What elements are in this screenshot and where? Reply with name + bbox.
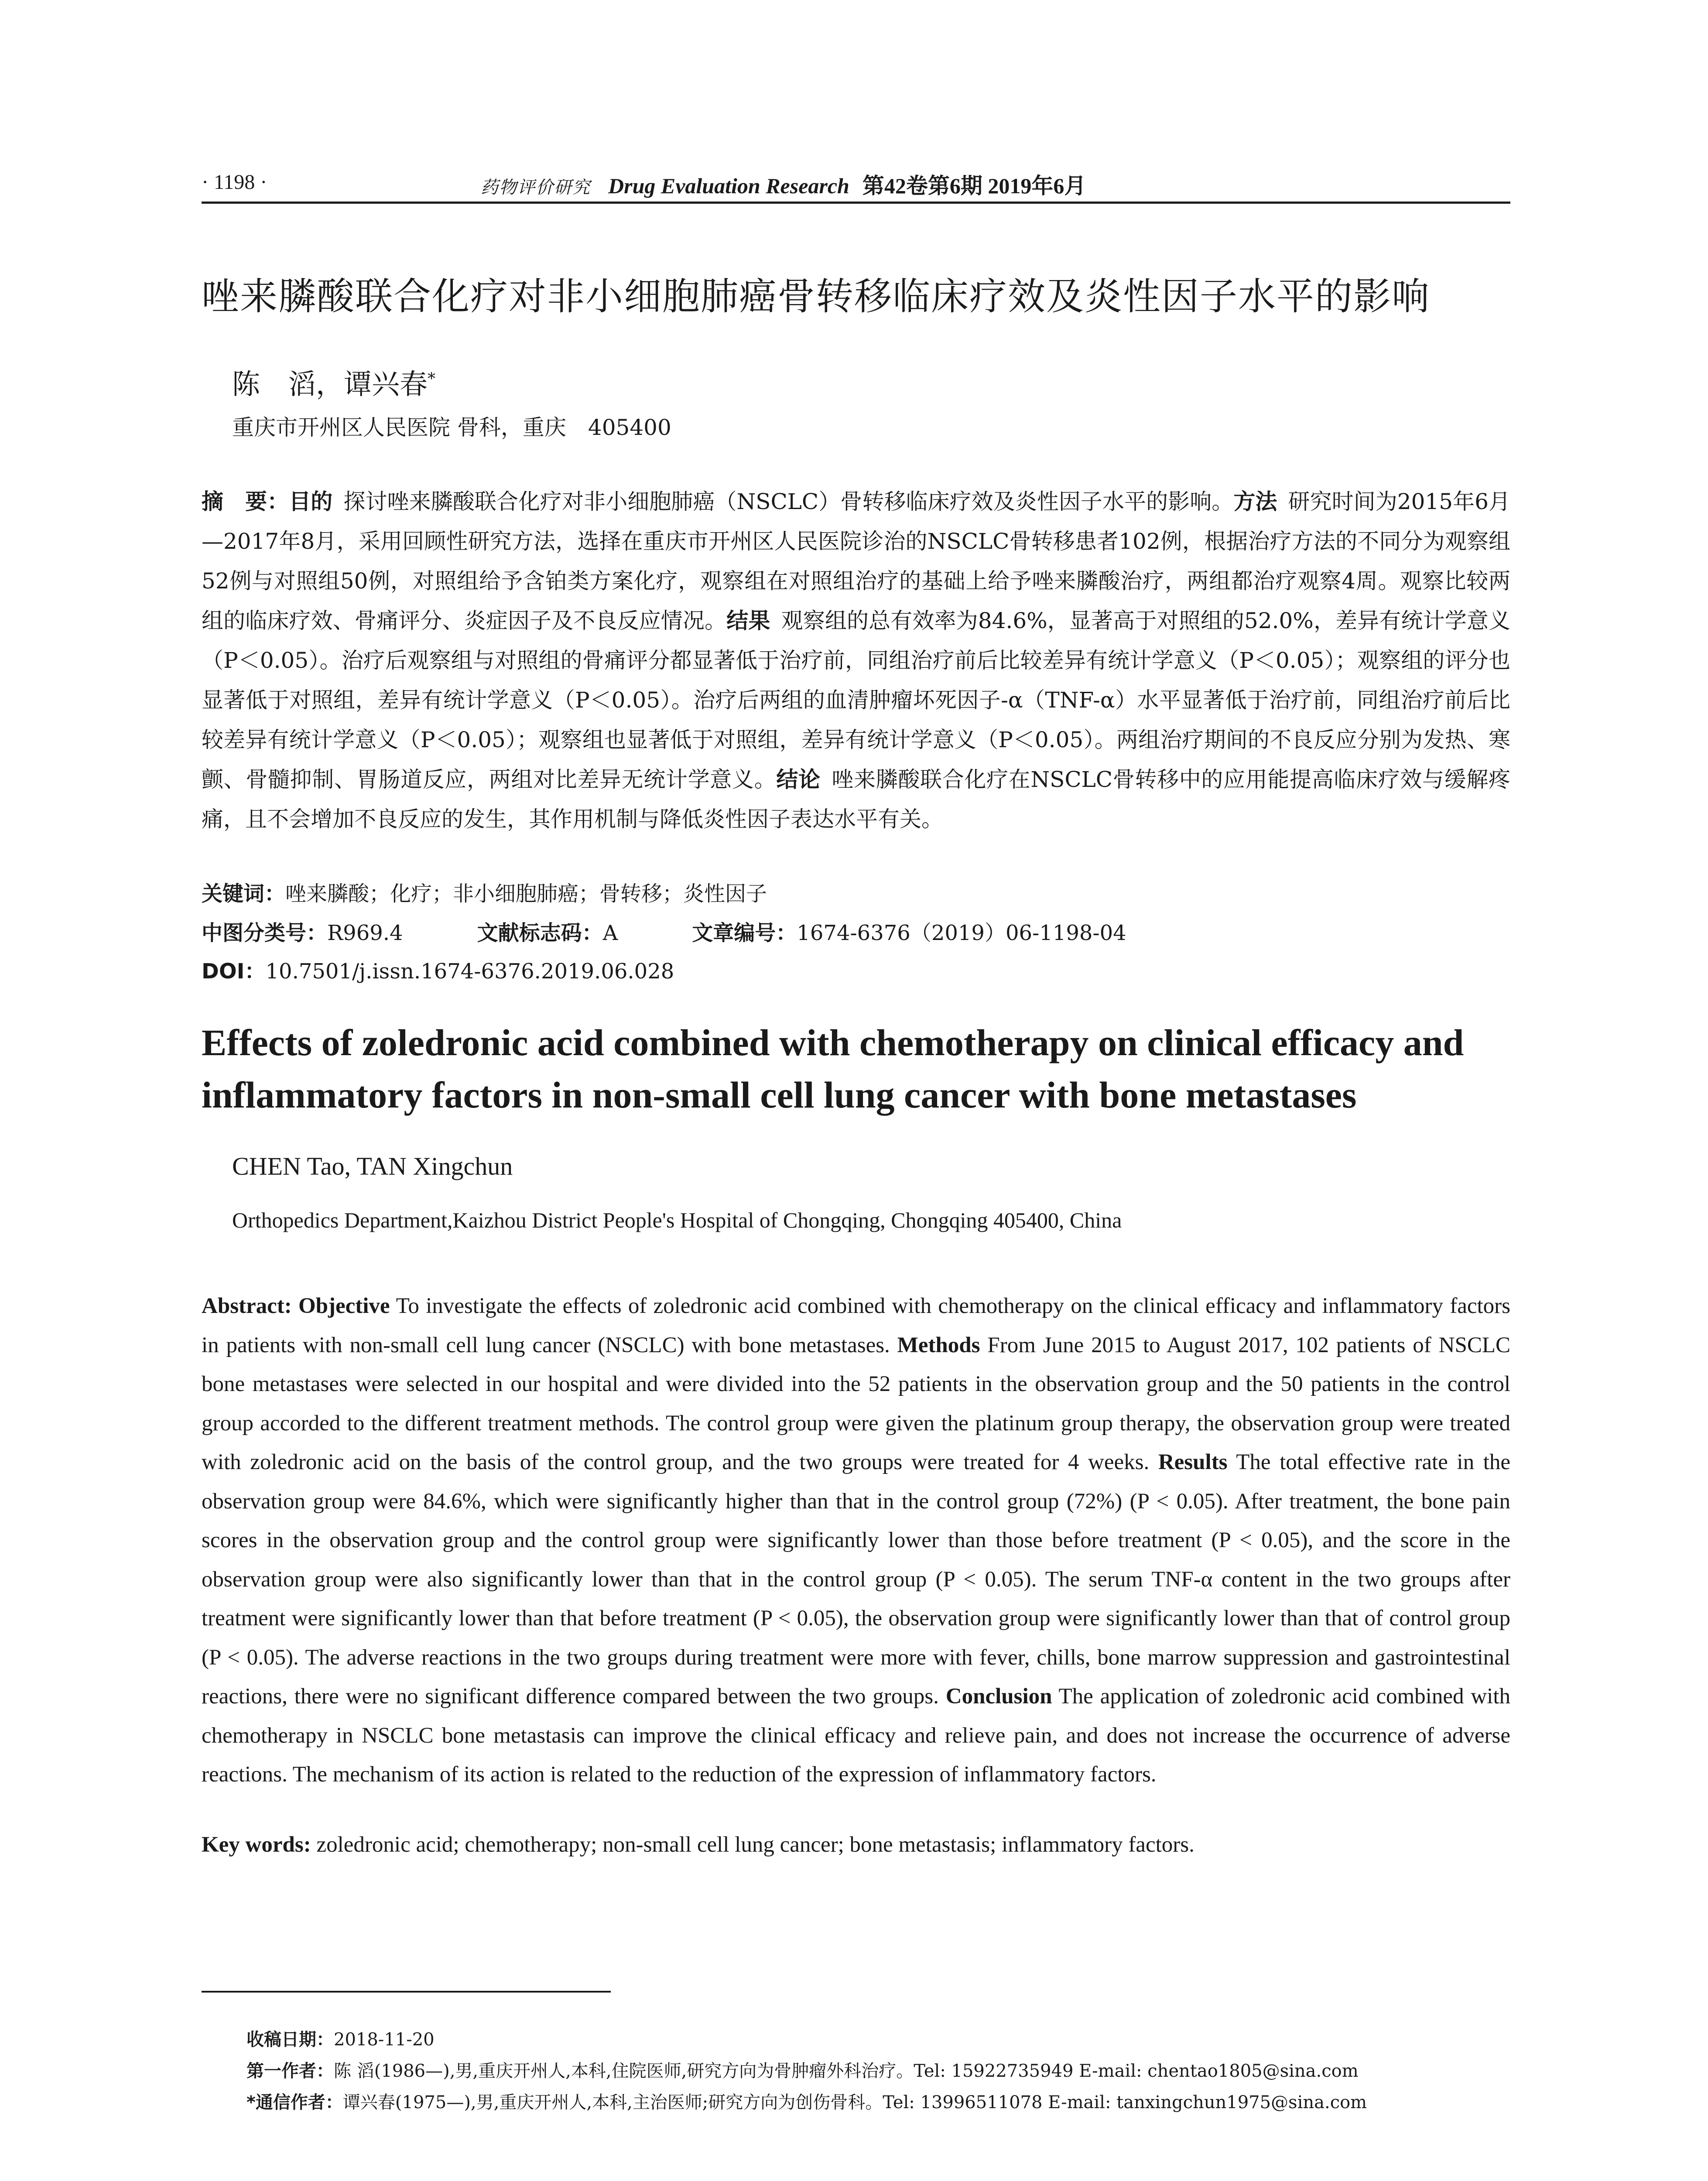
affiliation-cn: 重庆市开州区人民医院 骨科，重庆 405400 xyxy=(232,415,671,440)
abstract-en xyxy=(202,1287,1510,1795)
conclusion-label-en: Conclusion xyxy=(945,1684,1052,1709)
journal-issue: 第42卷第6期 2019年6月 xyxy=(862,174,1086,198)
abstract-en-label: Abstract: xyxy=(202,1294,292,1318)
journal-title xyxy=(481,168,1086,200)
authors-cn: 陈 滔，谭兴春* xyxy=(232,369,435,401)
methods-cn: 研究时间为2015年6月—2017年8月，采用回顾性研究方法，选择在重庆市开州区人民医院诊治的NSCLC骨转移患者102例，根据治疗方法的不同分为观察组52例与对照组50例，对照组给予含铂类方案化疗，观察组在对照组治疗的基础上给予唑来膦酸治疗，两组都治疗观察4周。观察比较两组的临床疗效、骨痛评分、炎症因子及不良反应情况。 xyxy=(202,489,1511,633)
corresponding-author-note: *通信作者：谭兴春(1975—),男,重庆开州人,本科,主治医师;研究方向为创伤骨科。Tel: 13996511078 E-mail: tanxingchun1975@sina.com xyxy=(246,2092,1367,2113)
journal-name-en: Drug Evaluation Research xyxy=(608,174,849,198)
footnotes xyxy=(246,2024,1533,2118)
methods-label-cn: 方法 xyxy=(1233,489,1277,514)
running-header xyxy=(202,167,1510,204)
abstract-cn xyxy=(202,482,1510,839)
affiliation-en: Orthopedics Department,Kaizhou District People's Hospital of Chongqing, Chongqing 405400, China xyxy=(232,1208,1122,1232)
first-author-note: 第一作者：陈 滔(1986—),男,重庆开州人,本科,住院医师,研究方向为骨肿瘤外科治疗。Tel: 15922735949 E-mail: chentao1805@sina.com xyxy=(246,2061,1359,2081)
objective-en: To investigate the effects of zoledronic acid combined with chemotherapy on the clinical efficacy and inflammatory factors in patients with non-small cell lung cancer (NSCLC) with bone metastases. xyxy=(202,1294,1510,1357)
results-cn: 观察组的总有效率为84.6%，显著高于对照组的52.0%，差异有统计学意义（P＜0.05）。治疗后观察组与对照组的骨痛评分都显著低于治疗前，同组治疗前后比较差异有统计学意义（P＜0.05）；观察组的评分也显著低于对照组，差异有统计学意义（P＜0.05）。治疗后两组的血清肿瘤坏死因子-α（TNF-α）水平显著低于治疗前，同组治疗前后比较差异有统计学意义（P＜0.05）；观察组也显著低于对照组，差异有统计学意义（P＜0.05）。两组治疗期间的不良反应分别为发热、寒颤、骨髓抑制、胃肠道反应，两组对比差异无统计学意义。 xyxy=(202,608,1511,792)
page-number: · 1198 · xyxy=(202,171,267,194)
conclusion-cn: 唑来膦酸联合化疗在NSCLC骨转移中的应用能提高临床疗效与缓解疼痛，且不会增加不良反应的发生，其作用机制与降低炎性因子表达水平有关。 xyxy=(202,767,1511,832)
corresponding-mark: * xyxy=(428,370,435,388)
classification-line: 中图分类号：R969.4 文献标志码：A 文章编号：1674-6376（2019）06-1198-04 xyxy=(202,921,1126,945)
footnote-divider xyxy=(202,1991,611,1993)
objective-label-cn: 目的 xyxy=(289,489,333,514)
conclusion-label-cn: 结论 xyxy=(776,767,821,792)
doi-line: DOI：10.7501/j.issn.1674-6376.2019.06.028 xyxy=(202,959,674,984)
results-label-en: Results xyxy=(1158,1450,1228,1474)
abstract-cn-label: 摘 要： xyxy=(202,489,289,514)
title-en: Effects of zoledronic acid combined with chemotherapy on clinical efficacy and inflammatory factors in non-small cell lung cancer with bone metastases xyxy=(202,1022,1464,1116)
journal-logo-cn: 药物评价研究 xyxy=(481,178,591,197)
objective-cn: 探讨唑来膦酸联合化疗对非小细胞肺癌（NSCLC）骨转移临床疗效及炎性因子水平的影响。 xyxy=(343,489,1234,514)
methods-label-en: Methods xyxy=(897,1333,980,1357)
objective-label-en: Objective xyxy=(298,1294,390,1318)
received-date: 收稿日期：2018-11-20 xyxy=(246,2030,435,2050)
results-label-cn: 结果 xyxy=(726,608,770,633)
methods-en: From June 2015 to August 2017, 102 patients of NSCLC bone metastases were selected in our hospital and were divided into the 52 patients in the observation group and the 50 patients in the control group accorded to the different treatment methods. The control group were given the platinum group therapy, the observation group were treated with zoledronic acid on the basis of the control group, and the two groups were treated for 4 weeks. xyxy=(202,1333,1511,1474)
title-cn: 唑来膦酸联合化疗对非小细胞肺癌骨转移临床疗效及炎性因子水平的影响 xyxy=(202,275,1430,318)
keywords-cn: 关键词：唑来膦酸；化疗；非小细胞肺癌；骨转移；炎性因子 xyxy=(202,882,767,906)
keywords-en: Key words: zoledronic acid; chemotherapy; non-small cell lung cancer; bone metastasis; inflammatory factors. xyxy=(202,1832,1195,1857)
conclusion-en: The application of zoledronic acid combined with chemotherapy in NSCLC bone metastasis can improve the clinical efficacy and relieve pain, and does not increase the occurrence of adverse reactions. The mechanism of its action is related to the reduction of the expression of inflammatory factors. xyxy=(202,1684,1510,1787)
authors-en: CHEN Tao, TAN Xingchun xyxy=(232,1152,513,1180)
results-en: The total effective rate in the observation group were 84.6%, which were significantly higher than that in the control group (72%) (P < 0.05). After treatment, the bone pain scores in the observation group and the control group were significantly lower than those before treatment (P < 0.05), and the score in the observation group were also significantly lower than that in the control group (P < 0.05). The serum TNF-α content in the two groups after treatment were significantly lower than that before treatment (P < 0.05), the observation group were significantly lower than that of control group (P < 0.05). The adverse reactions in the two groups during treatment were more with fever, chills, bone marrow suppression and gastrointestinal reactions, there were no significant difference compared between the two groups. xyxy=(202,1450,1510,1709)
